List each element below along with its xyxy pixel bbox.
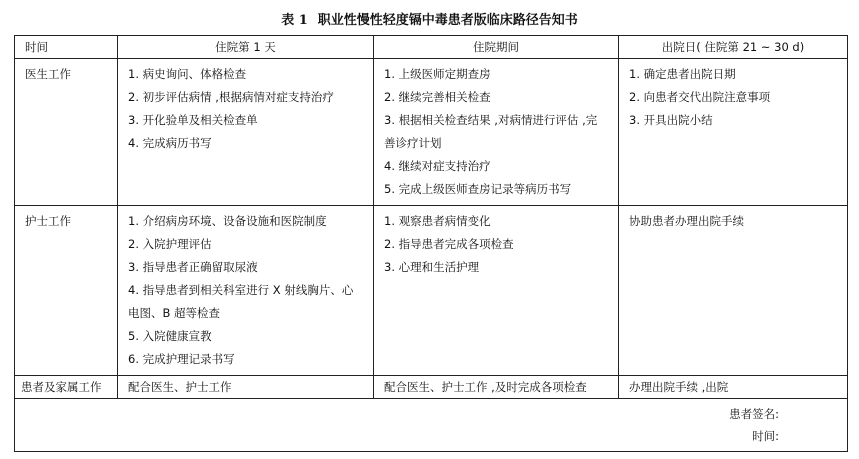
list-item: 1. 上级医师定期查房: [384, 67, 491, 81]
cell-patient-stay: 配合医生、护士工作 ,及时完成各项检查: [374, 376, 619, 399]
list-item: 2. 指导患者完成各项检查: [384, 237, 514, 251]
signature-time-label: 时间:: [752, 429, 779, 443]
list-item: 4. 继续对症支持治疗: [384, 159, 491, 173]
signature-cell: [15, 399, 848, 452]
cell-nurse-stay: [374, 206, 619, 376]
patient-signature-label: 患者签名:: [729, 407, 779, 421]
cell-doctor-stay: [374, 59, 619, 206]
list-item: 1. 病史询问、体格检查: [128, 67, 247, 81]
header-time: 时间: [15, 36, 118, 59]
row-label-nurse: 护士工作: [15, 206, 118, 376]
header-day1: 住院第 1 天: [118, 36, 374, 59]
cell-patient-day1: 配合医生、护士工作: [118, 376, 374, 399]
cell-doctor-day1: [118, 59, 374, 206]
list-item: 3. 开化验单及相关检查单: [128, 113, 258, 127]
table-row: [15, 59, 848, 206]
list-item: 4. 指导患者到相关科室进行 X 射线胸片、心电图、B 超等检查: [128, 283, 354, 320]
cell-patient-discharge: 办理出院手续 ,出院: [619, 376, 848, 399]
list-item: 3. 心理和生活护理: [384, 260, 480, 274]
list-item: 3. 根据相关检查结果 ,对病情进行评估 ,完善诊疗计划: [384, 113, 598, 150]
list-item: 6. 完成护理记录书写: [128, 352, 235, 366]
list-item: 1. 确定患者出院日期: [629, 67, 736, 81]
cell-nurse-discharge: [619, 206, 848, 376]
table-title: 职业性慢性轻度镉中毒患者版临床路径告知书: [317, 13, 578, 28]
header-row: [15, 36, 848, 59]
header-stay: 住院期间: [374, 36, 619, 59]
list-item: 协助患者办理出院手续: [629, 214, 744, 228]
header-discharge: 出院日( 住院第 21 ~ 30 d): [619, 36, 848, 59]
table-row: [15, 376, 848, 399]
list-item: 1. 观察患者病情变化: [384, 214, 491, 228]
cell-doctor-discharge: [619, 59, 848, 206]
table-row: [15, 206, 848, 376]
list-item: 2. 向患者交代出院注意事项: [629, 90, 771, 104]
list-item: 2. 入院护理评估: [128, 237, 212, 251]
signature-row: [15, 399, 848, 452]
clinical-pathway-table: [14, 35, 848, 452]
table-caption: [0, 9, 859, 28]
row-label-patient-family: 患者及家属工作: [15, 376, 118, 399]
list-item: 4. 完成病历书写: [128, 136, 212, 150]
list-item: 3. 开具出院小结: [629, 113, 713, 127]
row-label-doctor: 医生工作: [15, 59, 118, 206]
cell-nurse-day1: [118, 206, 374, 376]
table-number: 表 1: [281, 13, 308, 28]
list-item: 2. 初步评估病情 ,根据病情对症支持治疗: [128, 90, 334, 104]
list-item: 5. 入院健康宣教: [128, 329, 212, 343]
list-item: 3. 指导患者正确留取尿液: [128, 260, 258, 274]
list-item: 1. 介绍病房环境、设备设施和医院制度: [128, 214, 327, 228]
list-item: 2. 继续完善相关检查: [384, 90, 491, 104]
list-item: 5. 完成上级医师查房记录等病历书写: [384, 182, 572, 196]
